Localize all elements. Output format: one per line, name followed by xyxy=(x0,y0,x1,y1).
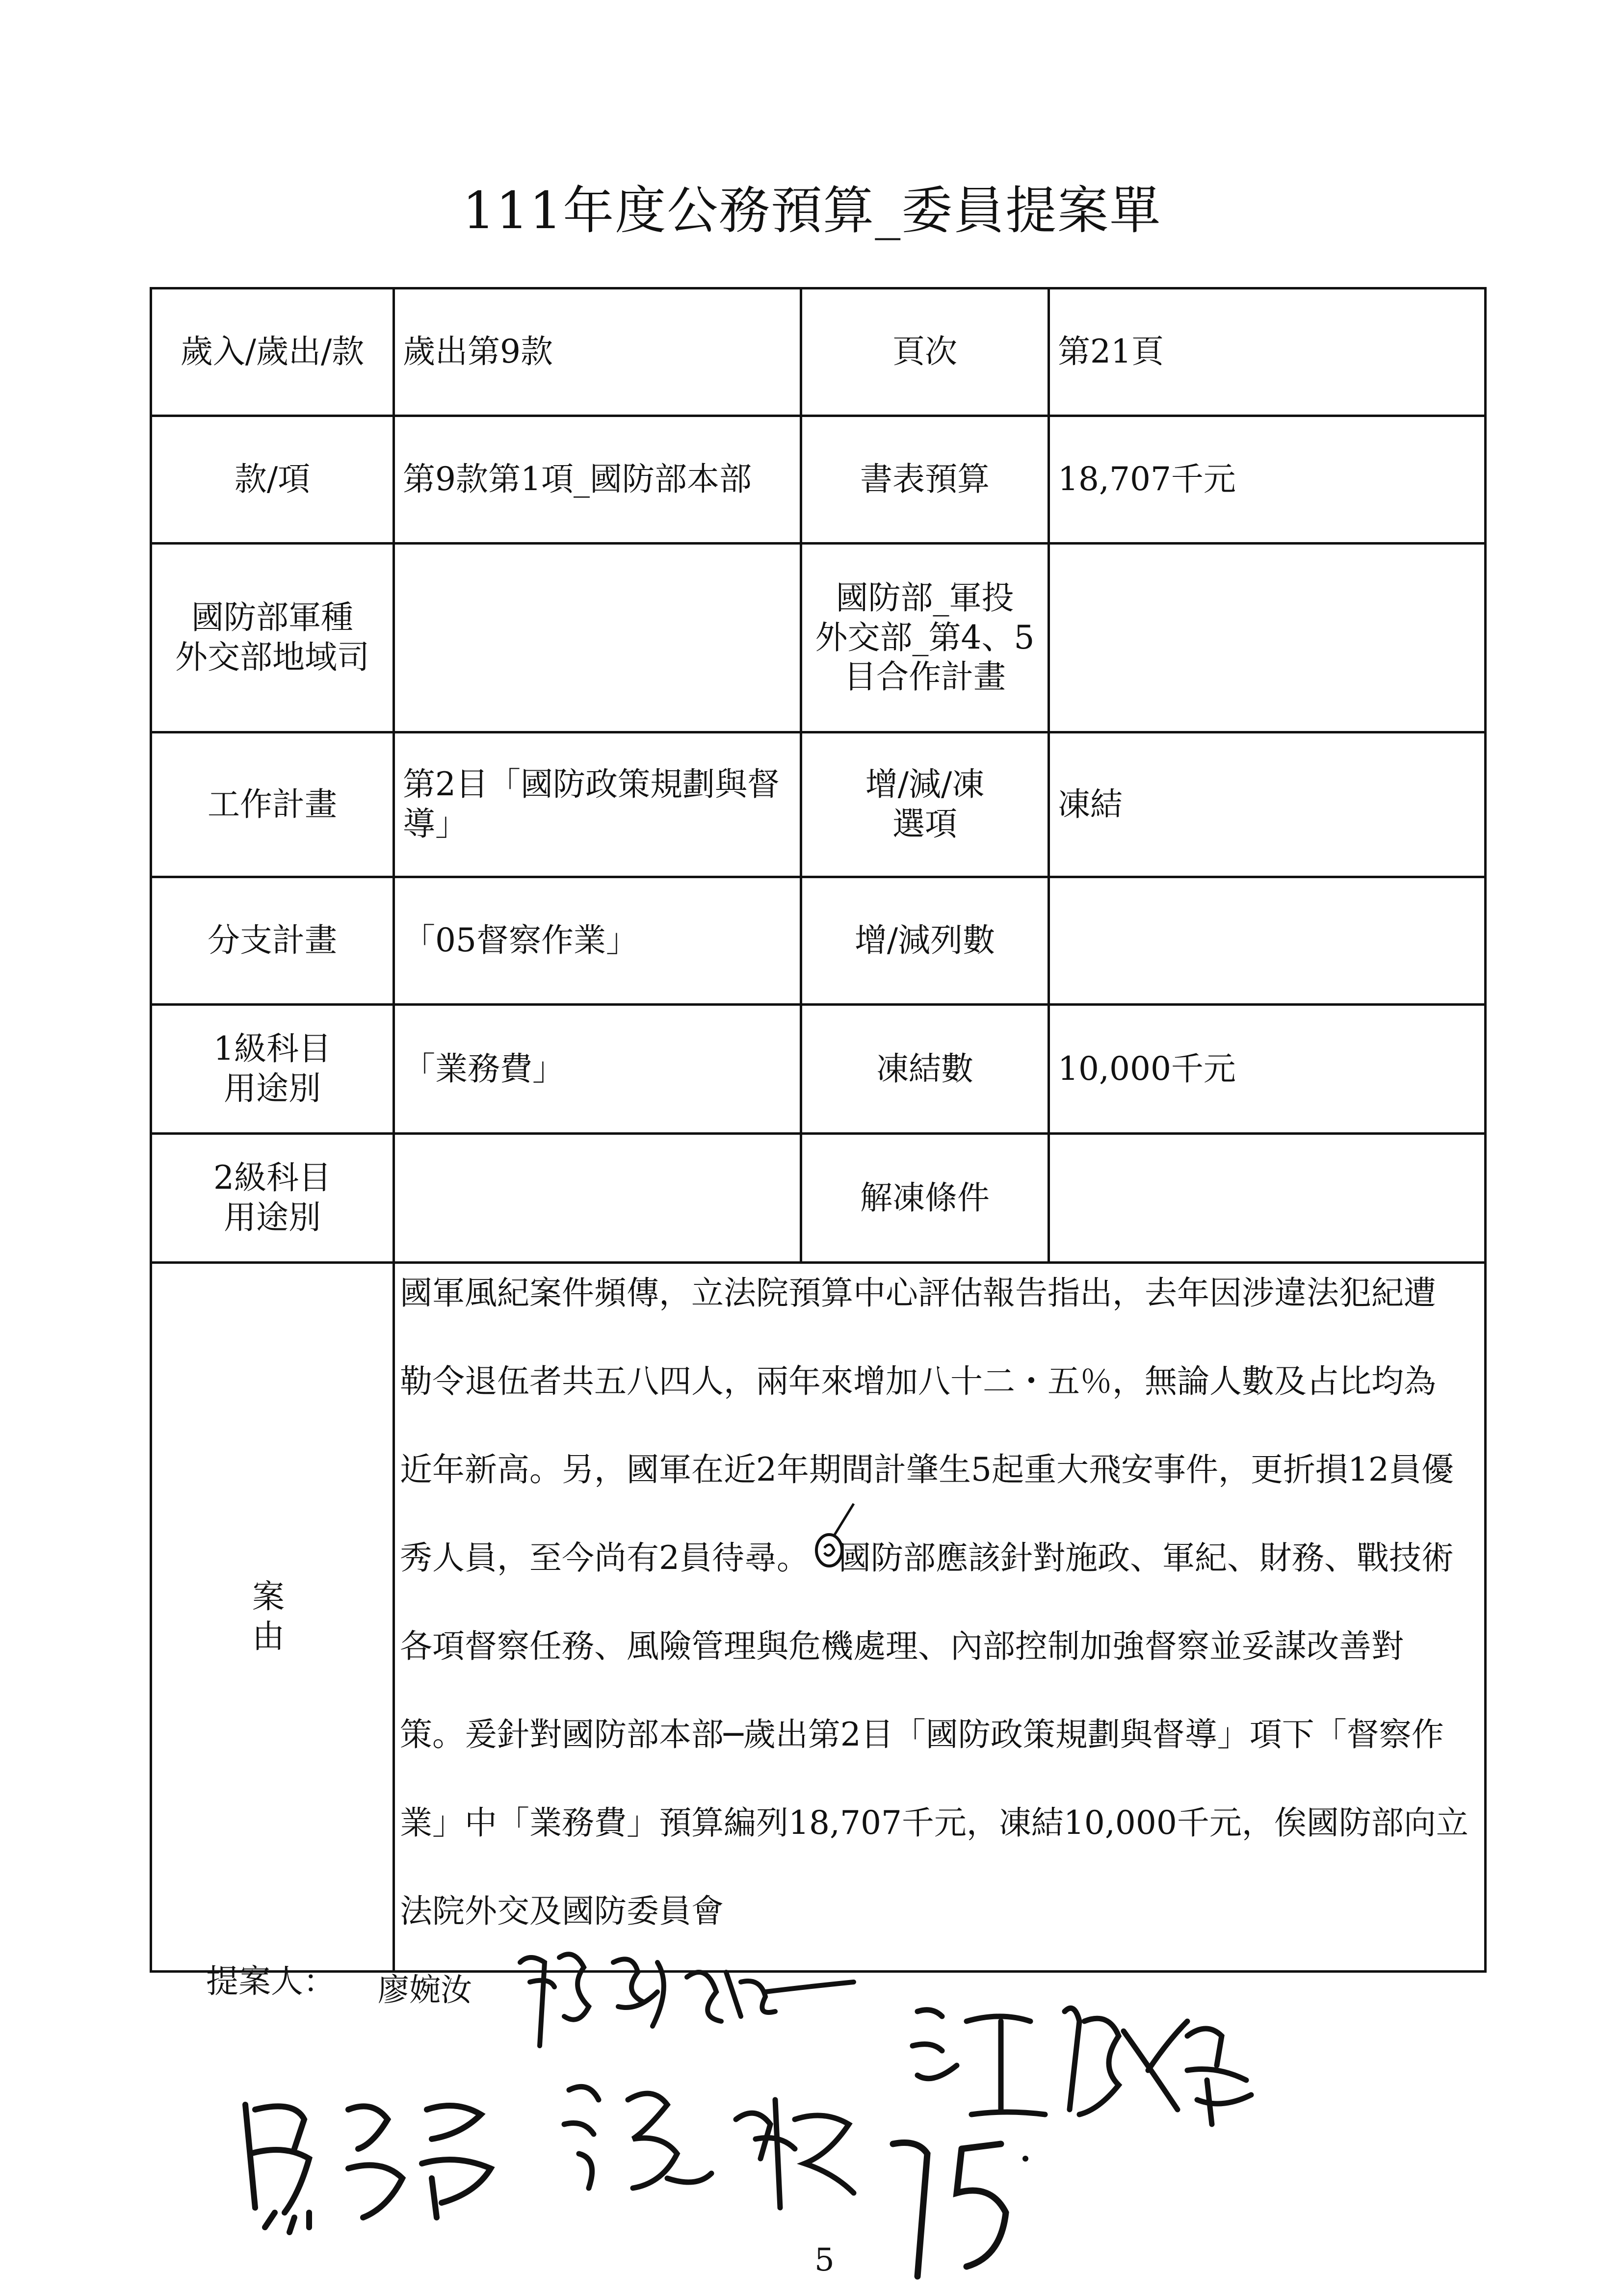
proposer-name: 廖婉汝 xyxy=(378,1972,472,2009)
field-value-empty xyxy=(1049,877,1486,1005)
reason-line: 近年新高。另，國軍在近2年期間計肇生5起重大飛安事件，更折損12員優 xyxy=(400,1451,1454,1488)
table-row xyxy=(151,288,1486,416)
field-value: 歲出第9款 xyxy=(394,288,801,416)
field-label-line: 增/減/凍 xyxy=(865,765,985,804)
field-value-line: 導」 xyxy=(403,805,468,843)
reason-line-part: 國防部應該針對施政、軍紀、財務、戰技術 xyxy=(838,1539,1454,1577)
page-number: 5 xyxy=(814,2242,835,2278)
field-label-line: 目合作計畫 xyxy=(844,658,1006,696)
field-label xyxy=(151,1134,394,1263)
field-label-line: 2級科目 xyxy=(213,1159,331,1197)
table-row xyxy=(151,877,1486,1005)
reason-line: 勒令退伍者共五八四人，兩年來增加八十二・五％，無論人數及占比均為 xyxy=(400,1362,1436,1400)
page-title: 111年度公務預算_委員提案單 xyxy=(462,181,1162,240)
reason-line-part: 秀人員，至今尚有2員待尋。 xyxy=(400,1539,809,1577)
reason-text xyxy=(394,1263,1486,1972)
field-value: 10,000千元 xyxy=(1049,1005,1486,1134)
field-value-empty xyxy=(394,544,801,732)
field-label-line: 國防部_軍投 xyxy=(836,579,1014,617)
field-value: 第21頁 xyxy=(1049,288,1486,416)
field-value: 第9款第1項_國防部本部 xyxy=(394,416,801,544)
field-value: 「05督察作業」 xyxy=(394,877,801,1005)
field-label: 工作計畫 xyxy=(151,732,394,877)
table-row xyxy=(151,1134,1486,1263)
handwritten-signature-icon xyxy=(550,2061,864,2222)
field-label-line: 外交部_第4、5 xyxy=(815,618,1035,656)
table-row xyxy=(151,544,1486,732)
field-value-empty xyxy=(1049,544,1486,732)
reason-label: 案由 xyxy=(151,1263,394,1972)
field-label: 解凍條件 xyxy=(801,1134,1049,1263)
proposal-form-table xyxy=(150,287,1487,1973)
field-value xyxy=(394,732,801,877)
proposer-label: 提案人： xyxy=(206,1962,336,2000)
handwritten-signature-icon xyxy=(903,1992,1256,2149)
table-row-reason xyxy=(151,1263,1486,1972)
field-label xyxy=(151,544,394,732)
field-value-empty xyxy=(394,1134,801,1263)
reason-line: 法院外交及國防委員會 xyxy=(400,1892,724,1930)
field-label: 書表預算 xyxy=(801,416,1049,544)
field-label-line: 用途別 xyxy=(224,1070,321,1107)
field-label: 增/減列數 xyxy=(801,877,1049,1005)
field-label: 凍結數 xyxy=(801,1005,1049,1134)
field-label-line: 選項 xyxy=(892,805,957,843)
field-label xyxy=(801,732,1049,877)
handwritten-circle-mark-icon xyxy=(807,1501,861,1575)
field-label-line: 1級科目 xyxy=(213,1030,331,1068)
field-label: 分支計畫 xyxy=(151,877,394,1005)
reason-line: 國軍風紀案件頻傳，立法院預算中心評估報告指出，去年因涉違法犯紀遭 xyxy=(400,1274,1436,1312)
field-label-line: 國防部軍種 xyxy=(191,599,353,637)
field-label: 歲入/歲出/款 xyxy=(151,288,394,416)
table-row xyxy=(151,416,1486,544)
field-label-line: 用途別 xyxy=(224,1199,321,1236)
handwritten-signature-icon xyxy=(510,1933,864,2061)
table-row xyxy=(151,1005,1486,1134)
field-value-empty xyxy=(1049,1134,1486,1263)
field-label-line: 外交部地域司 xyxy=(175,638,369,676)
reason-line: 各項督察任務、風險管理與危機處理、內部控制加強督察並妥謀改善對 xyxy=(400,1627,1404,1665)
field-label: 款/項 xyxy=(151,416,394,544)
field-label xyxy=(151,1005,394,1134)
field-label: 頁次 xyxy=(801,288,1049,416)
reason-line: 業」中「業務費」預算編列18,707千元，凍結10,000千元，俟國防部向立 xyxy=(400,1804,1468,1842)
reason-line xyxy=(400,1529,1479,1617)
handwritten-signature-icon xyxy=(226,2080,510,2247)
field-value-line: 第2目「國防政策規劃與督 xyxy=(403,765,780,804)
reason-line: 策。爰針對國防部本部─歲出第2目「國防政策規劃與督導」項下「督察作 xyxy=(400,1716,1444,1753)
field-value: 18,707千元 xyxy=(1049,416,1486,544)
table-row xyxy=(151,732,1486,877)
handwritten-signature-icon xyxy=(883,2129,1030,2286)
field-value: 「業務費」 xyxy=(394,1005,801,1134)
field-value: 凍結 xyxy=(1049,732,1486,877)
field-label xyxy=(801,544,1049,732)
